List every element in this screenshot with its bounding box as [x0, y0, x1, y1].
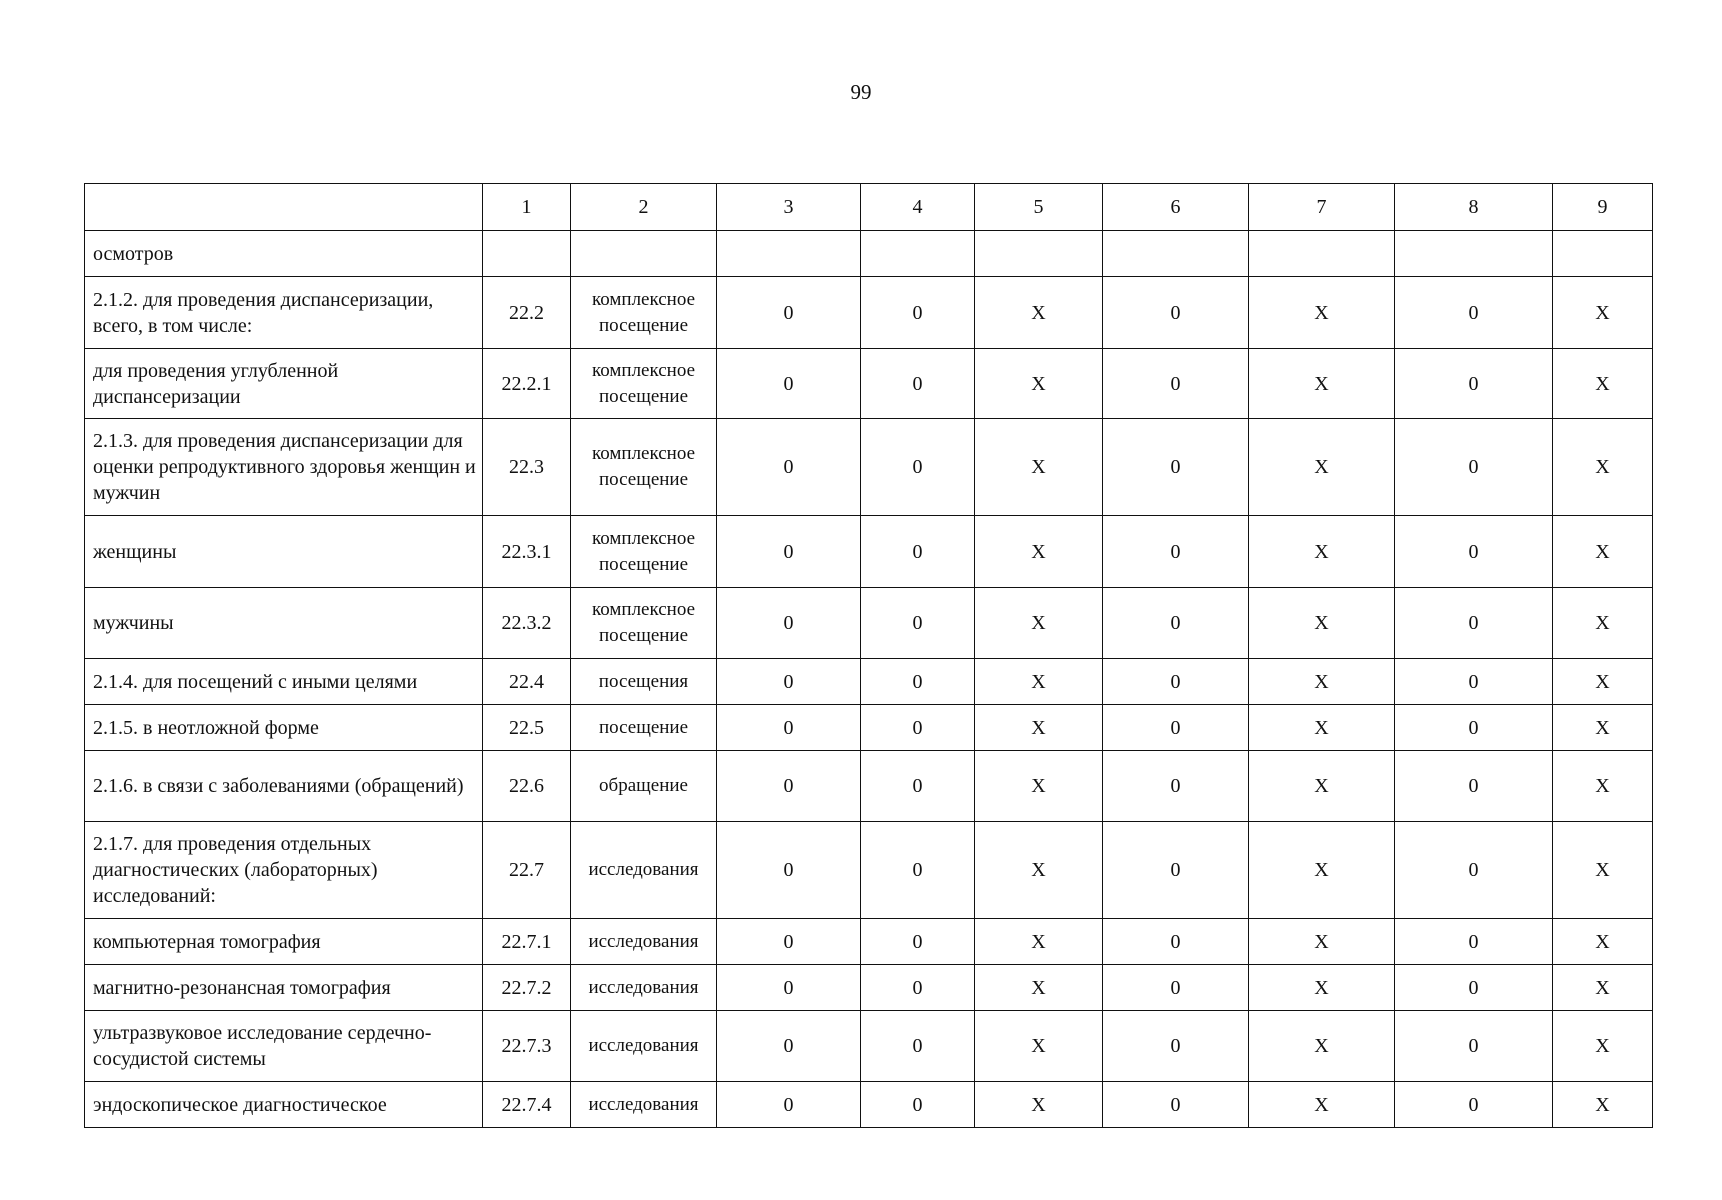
- value-cell-col-6: [1103, 231, 1249, 277]
- row-unit-cell: [571, 231, 717, 277]
- value-cell-col-3: 0: [717, 349, 861, 419]
- value-cell-col-6: 0: [1103, 588, 1249, 659]
- value-cell-col-3: 0: [717, 1082, 861, 1128]
- value-cell-col-4: 0: [861, 822, 975, 919]
- value-cell-col-8: 0: [1395, 659, 1553, 705]
- row-code-cell: 22.2: [483, 277, 571, 349]
- row-unit-cell: комплексное посещение: [571, 349, 717, 419]
- value-cell-col-5: X: [975, 751, 1103, 822]
- value-cell-col-3: 0: [717, 965, 861, 1011]
- value-cell-col-4: 0: [861, 705, 975, 751]
- row-code-cell: 22.7.2: [483, 965, 571, 1011]
- value-cell-col-6: 0: [1103, 419, 1249, 516]
- value-cell-col-8: 0: [1395, 277, 1553, 349]
- value-cell-col-9: X: [1553, 277, 1653, 349]
- table-row: [85, 588, 1653, 659]
- row-name-cell: 2.1.6. в связи с заболеваниями (обращений): [85, 751, 483, 822]
- row-code-cell: [483, 231, 571, 277]
- value-cell-col-8: 0: [1395, 349, 1553, 419]
- value-cell-col-4: 0: [861, 919, 975, 965]
- value-cell-col-4: 0: [861, 419, 975, 516]
- table-row: [85, 231, 1653, 277]
- table-body: [85, 231, 1653, 1128]
- row-code-cell: 22.3.2: [483, 588, 571, 659]
- row-unit-cell: комплексное посещение: [571, 588, 717, 659]
- value-cell-col-9: X: [1553, 705, 1653, 751]
- column-header-7: 7: [1249, 184, 1395, 231]
- row-unit-cell: исследования: [571, 1011, 717, 1082]
- value-cell-col-4: 0: [861, 659, 975, 705]
- value-cell-col-6: 0: [1103, 1082, 1249, 1128]
- table-header: [85, 184, 1653, 231]
- value-cell-col-5: X: [975, 1082, 1103, 1128]
- table-row: [85, 659, 1653, 705]
- row-name-cell: 2.1.2. для проведения диспансеризации, всего, в том числе:: [85, 277, 483, 349]
- value-cell-col-3: 0: [717, 659, 861, 705]
- row-name-cell: ультразвуковое исследование сердечно-сосудистой системы: [85, 1011, 483, 1082]
- value-cell-col-6: 0: [1103, 705, 1249, 751]
- header-row: [85, 184, 1653, 231]
- value-cell-col-8: 0: [1395, 588, 1553, 659]
- column-header-8: 8: [1395, 184, 1553, 231]
- value-cell-col-5: X: [975, 516, 1103, 588]
- value-cell-col-9: X: [1553, 349, 1653, 419]
- value-cell-col-7: X: [1249, 277, 1395, 349]
- value-cell-col-7: X: [1249, 965, 1395, 1011]
- row-code-cell: 22.3: [483, 419, 571, 516]
- value-cell-col-3: 0: [717, 822, 861, 919]
- table-row: [85, 751, 1653, 822]
- value-cell-col-7: X: [1249, 751, 1395, 822]
- column-header-0: [85, 184, 483, 231]
- column-header-1: 1: [483, 184, 571, 231]
- value-cell-col-4: 0: [861, 751, 975, 822]
- table-row: [85, 1082, 1653, 1128]
- value-cell-col-5: X: [975, 659, 1103, 705]
- value-cell-col-8: 0: [1395, 516, 1553, 588]
- row-code-cell: 22.7: [483, 822, 571, 919]
- row-code-cell: 22.2.1: [483, 349, 571, 419]
- row-unit-cell: комплексное посещение: [571, 516, 717, 588]
- column-header-3: 3: [717, 184, 861, 231]
- value-cell-col-9: X: [1553, 965, 1653, 1011]
- value-cell-col-4: 0: [861, 588, 975, 659]
- value-cell-col-5: X: [975, 822, 1103, 919]
- value-cell-col-3: 0: [717, 751, 861, 822]
- row-code-cell: 22.3.1: [483, 516, 571, 588]
- data-table: [84, 183, 1653, 1128]
- value-cell-col-3: 0: [717, 419, 861, 516]
- value-cell-col-6: 0: [1103, 349, 1249, 419]
- row-unit-cell: посещения: [571, 659, 717, 705]
- row-code-cell: 22.4: [483, 659, 571, 705]
- row-unit-cell: исследования: [571, 1082, 717, 1128]
- table-row: [85, 419, 1653, 516]
- value-cell-col-8: 0: [1395, 1011, 1553, 1082]
- value-cell-col-9: X: [1553, 751, 1653, 822]
- column-header-4: 4: [861, 184, 975, 231]
- table-row: [85, 965, 1653, 1011]
- value-cell-col-7: X: [1249, 822, 1395, 919]
- row-name-cell: эндоскопическое диагностическое: [85, 1082, 483, 1128]
- value-cell-col-5: X: [975, 349, 1103, 419]
- value-cell-col-3: 0: [717, 919, 861, 965]
- row-code-cell: 22.7.1: [483, 919, 571, 965]
- value-cell-col-3: 0: [717, 1011, 861, 1082]
- value-cell-col-8: 0: [1395, 419, 1553, 516]
- value-cell-col-5: X: [975, 419, 1103, 516]
- value-cell-col-4: [861, 231, 975, 277]
- page-number: 99: [850, 80, 872, 104]
- value-cell-col-5: [975, 231, 1103, 277]
- value-cell-col-8: 0: [1395, 965, 1553, 1011]
- value-cell-col-6: 0: [1103, 277, 1249, 349]
- value-cell-col-6: 0: [1103, 919, 1249, 965]
- value-cell-col-7: X: [1249, 1082, 1395, 1128]
- table-row: [85, 516, 1653, 588]
- value-cell-col-6: 0: [1103, 516, 1249, 588]
- row-unit-cell: комплексное посещение: [571, 419, 717, 516]
- value-cell-col-5: X: [975, 277, 1103, 349]
- value-cell-col-7: X: [1249, 588, 1395, 659]
- value-cell-col-9: X: [1553, 659, 1653, 705]
- value-cell-col-4: 0: [861, 1082, 975, 1128]
- value-cell-col-6: 0: [1103, 1011, 1249, 1082]
- value-cell-col-8: 0: [1395, 919, 1553, 965]
- value-cell-col-6: 0: [1103, 751, 1249, 822]
- value-cell-col-4: 0: [861, 277, 975, 349]
- table-row: [85, 822, 1653, 919]
- value-cell-col-3: 0: [717, 588, 861, 659]
- value-cell-col-7: X: [1249, 419, 1395, 516]
- value-cell-col-7: X: [1249, 705, 1395, 751]
- value-cell-col-9: X: [1553, 822, 1653, 919]
- value-cell-col-3: 0: [717, 277, 861, 349]
- column-header-9: 9: [1553, 184, 1653, 231]
- value-cell-col-9: [1553, 231, 1653, 277]
- value-cell-col-3: [717, 231, 861, 277]
- value-cell-col-6: 0: [1103, 659, 1249, 705]
- table-row: [85, 349, 1653, 419]
- value-cell-col-8: 0: [1395, 705, 1553, 751]
- value-cell-col-7: X: [1249, 659, 1395, 705]
- value-cell-col-8: 0: [1395, 822, 1553, 919]
- value-cell-col-7: X: [1249, 919, 1395, 965]
- value-cell-col-4: 0: [861, 1011, 975, 1082]
- row-name-cell: 2.1.3. для проведения диспансеризации для оценки репродуктивного здоровья женщин и мужчин: [85, 419, 483, 516]
- row-code-cell: 22.5: [483, 705, 571, 751]
- value-cell-col-9: X: [1553, 516, 1653, 588]
- row-unit-cell: обращение: [571, 751, 717, 822]
- value-cell-col-5: X: [975, 1011, 1103, 1082]
- row-name-cell: осмотров: [85, 231, 483, 277]
- value-cell-col-9: X: [1553, 419, 1653, 516]
- row-unit-cell: исследования: [571, 919, 717, 965]
- column-header-6: 6: [1103, 184, 1249, 231]
- row-name-cell: 2.1.5. в неотложной форме: [85, 705, 483, 751]
- row-unit-cell: посещение: [571, 705, 717, 751]
- value-cell-col-8: 0: [1395, 751, 1553, 822]
- row-name-cell: компьютерная томография: [85, 919, 483, 965]
- value-cell-col-6: 0: [1103, 822, 1249, 919]
- value-cell-col-9: X: [1553, 919, 1653, 965]
- value-cell-col-5: X: [975, 965, 1103, 1011]
- value-cell-col-4: 0: [861, 965, 975, 1011]
- value-cell-col-5: X: [975, 705, 1103, 751]
- value-cell-col-9: X: [1553, 588, 1653, 659]
- value-cell-col-4: 0: [861, 516, 975, 588]
- value-cell-col-7: X: [1249, 516, 1395, 588]
- column-header-5: 5: [975, 184, 1103, 231]
- row-name-cell: магнитно-резонансная томография: [85, 965, 483, 1011]
- row-code-cell: 22.7.3: [483, 1011, 571, 1082]
- row-code-cell: 22.6: [483, 751, 571, 822]
- row-name-cell: мужчины: [85, 588, 483, 659]
- row-name-cell: 2.1.7. для проведения отдельных диагностических (лабораторных) исследований:: [85, 822, 483, 919]
- row-unit-cell: комплексное посещение: [571, 277, 717, 349]
- value-cell-col-7: [1249, 231, 1395, 277]
- value-cell-col-9: X: [1553, 1011, 1653, 1082]
- row-unit-cell: исследования: [571, 822, 717, 919]
- table-row: [85, 705, 1653, 751]
- row-name-cell: для проведения углубленной диспансеризации: [85, 349, 483, 419]
- row-unit-cell: исследования: [571, 965, 717, 1011]
- row-name-cell: женщины: [85, 516, 483, 588]
- value-cell-col-8: 0: [1395, 1082, 1553, 1128]
- value-cell-col-7: X: [1249, 349, 1395, 419]
- value-cell-col-7: X: [1249, 1011, 1395, 1082]
- value-cell-col-3: 0: [717, 705, 861, 751]
- table-row: [85, 1011, 1653, 1082]
- value-cell-col-6: 0: [1103, 965, 1249, 1011]
- row-name-cell: 2.1.4. для посещений с иными целями: [85, 659, 483, 705]
- row-code-cell: 22.7.4: [483, 1082, 571, 1128]
- value-cell-col-3: 0: [717, 516, 861, 588]
- table-row: [85, 277, 1653, 349]
- value-cell-col-5: X: [975, 919, 1103, 965]
- value-cell-col-4: 0: [861, 349, 975, 419]
- table-row: [85, 919, 1653, 965]
- value-cell-col-9: X: [1553, 1082, 1653, 1128]
- column-header-2: 2: [571, 184, 717, 231]
- value-cell-col-8: [1395, 231, 1553, 277]
- value-cell-col-5: X: [975, 588, 1103, 659]
